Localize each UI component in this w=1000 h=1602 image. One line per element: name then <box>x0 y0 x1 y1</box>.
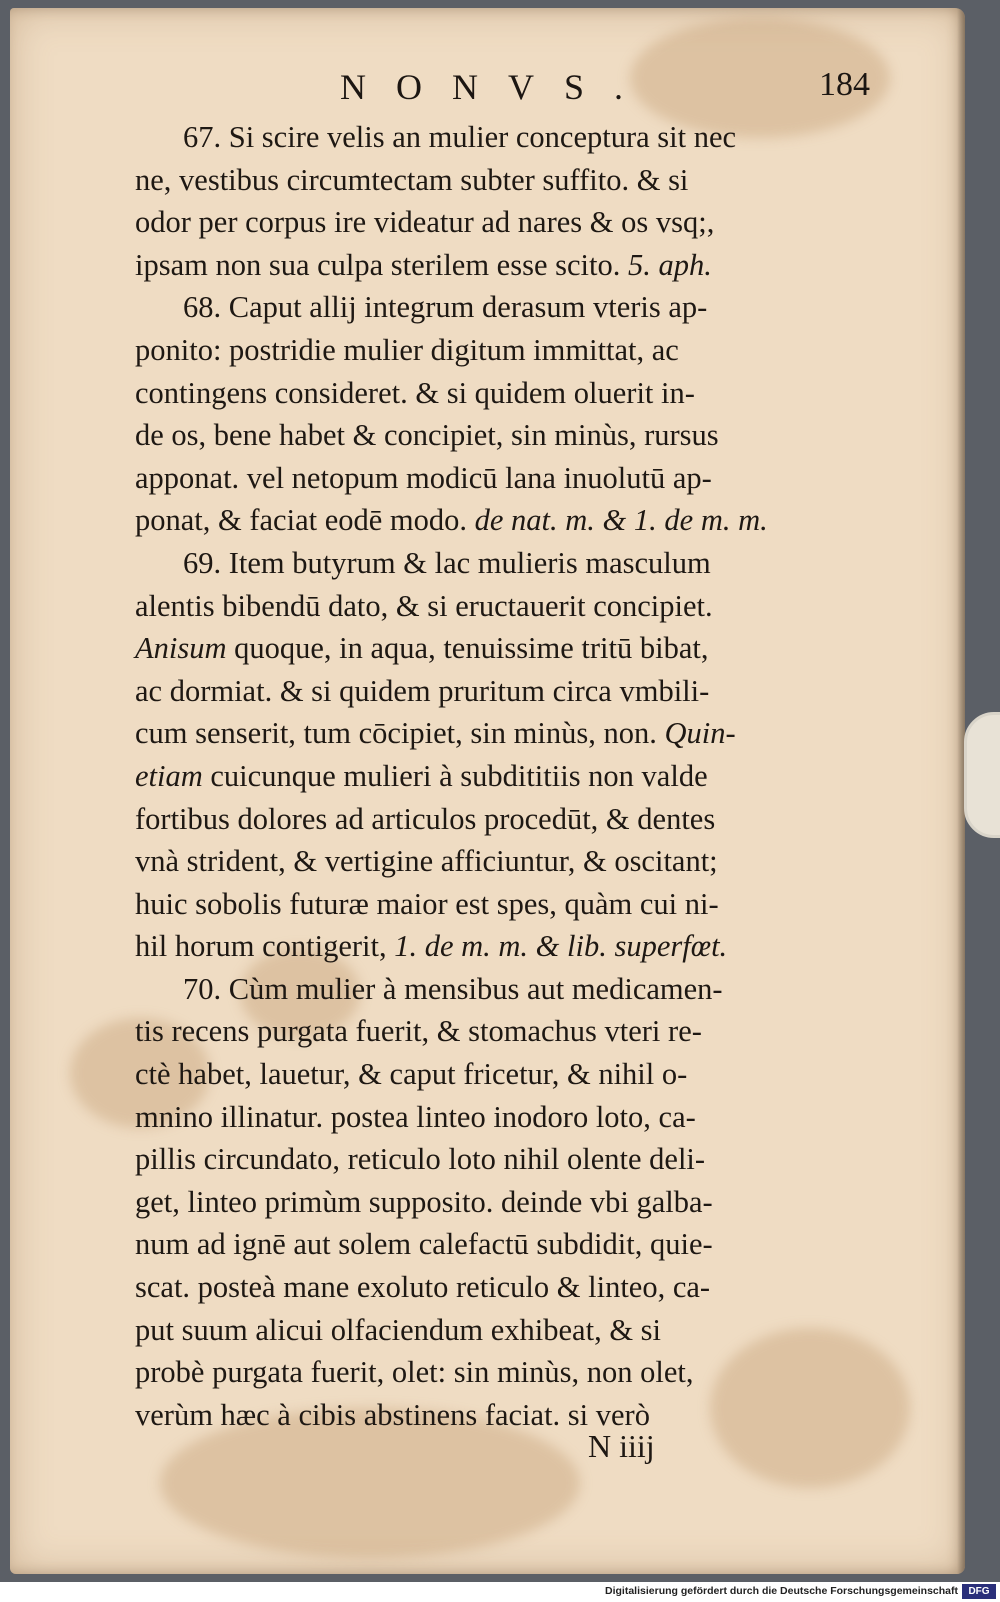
text-line: 70. Cùm mulier à mensibus aut medicamen- <box>183 971 723 1006</box>
text-line <box>135 925 875 968</box>
footer-bar <box>0 1582 1000 1602</box>
running-head <box>330 66 870 114</box>
text-line: contingens consideret. & si quidem oluerit in- <box>135 375 695 410</box>
text-line <box>135 499 875 542</box>
text-line: de os, bene habet & concipiet, sin minùs, rursus <box>135 418 719 453</box>
source-reference: 1. de m. m. & lib. superfœt. <box>394 929 728 964</box>
line-text: cuicunque mulieri à subdititiis non valde <box>202 758 708 793</box>
line-text: quoque, in aqua, tenuissime tritū bibat, <box>226 631 709 666</box>
text-line <box>135 755 875 798</box>
line-text: ponat, & faciat eodē modo. <box>135 503 468 538</box>
funding-credit: Digitalisierung gefördert durch die Deutsche Forschungsgemeinschaft <box>605 1585 958 1597</box>
text-line: ac dormiat. & si quidem pruritum circa vmbili- <box>135 673 710 708</box>
bookmark-tab <box>964 712 1000 838</box>
source-reference: 5. aph. <box>627 247 712 282</box>
text-line: verùm hæc à cibis abstinens faciat. si verò <box>135 1397 650 1432</box>
text-line: 68. Caput allij integrum derasum vteris ap- <box>183 290 708 325</box>
line-text: ipsam non sua culpa sterilem esse scito. <box>135 247 621 282</box>
text-line: get, linteo primùm supposito. deinde vbi galba- <box>135 1184 713 1219</box>
text-line: vnà strident, & vertigine afficiuntur, & oscitant; <box>135 844 718 879</box>
text-line: scat. posteà mane exoluto reticulo & linteo, ca- <box>135 1270 711 1305</box>
text-line: odor per corpus ire videatur ad nares & os vsq;, <box>135 205 715 240</box>
text-line: tis recens purgata fuerit, & stomachus vteri re- <box>135 1014 702 1049</box>
italic-term: etiam <box>135 758 203 793</box>
text-line: 69. Item butyrum & lac mulieris masculum <box>183 545 711 580</box>
text-line: ponito: postridie mulier digitum immittat, ac <box>135 332 679 367</box>
running-head-title: NONVS. <box>340 67 654 107</box>
text-line: put suum alicui olfaciendum exhibeat, & si <box>135 1312 662 1347</box>
text-line: probè purgata fuerit, olet: sin minùs, non olet, <box>135 1355 694 1390</box>
text-line: num ad ignē aut solem calefactū subdidit, quie- <box>135 1227 713 1262</box>
body-text <box>135 116 875 1436</box>
text-line <box>135 627 875 670</box>
italic-term: Anisum <box>135 631 227 666</box>
dfg-logo: DFG <box>962 1584 996 1599</box>
text-line: apponat. vel netopum modicū lana inuolutū ap- <box>135 460 712 495</box>
line-text: hil horum contigerit, <box>135 929 387 964</box>
text-line: fortibus dolores ad articulos procedūt, & dentes <box>135 801 716 836</box>
text-line <box>135 712 875 755</box>
line-text: cum senserit, tum cōcipiet, sin minùs, non. <box>135 716 657 751</box>
text-line: pillis circundato, reticulo loto nihil olente deli- <box>135 1142 706 1177</box>
source-reference: de nat. m. & 1. de m. m. <box>474 503 768 538</box>
text-line: ne, vestibus circumtectam subter suffito. & si <box>135 162 689 197</box>
book-page <box>10 8 965 1574</box>
italic-term: Quin- <box>664 716 736 751</box>
text-line: mnino illinatur. postea linteo inodoro loto, ca- <box>135 1099 696 1134</box>
text-line: huic sobolis futuræ maior est spes, quàm cui ni- <box>135 886 719 921</box>
text-line <box>135 244 875 287</box>
text-line: alentis bibendū dato, & si eructauerit concipiet. <box>135 588 713 623</box>
text-line: 67. Si scire velis an mulier conceptura sit nec <box>183 120 737 154</box>
signature-mark: N iiij <box>588 1428 655 1464</box>
page-number: 184 <box>819 66 870 103</box>
text-line: ctè habet, lauetur, & caput fricetur, & nihil o- <box>135 1057 688 1092</box>
